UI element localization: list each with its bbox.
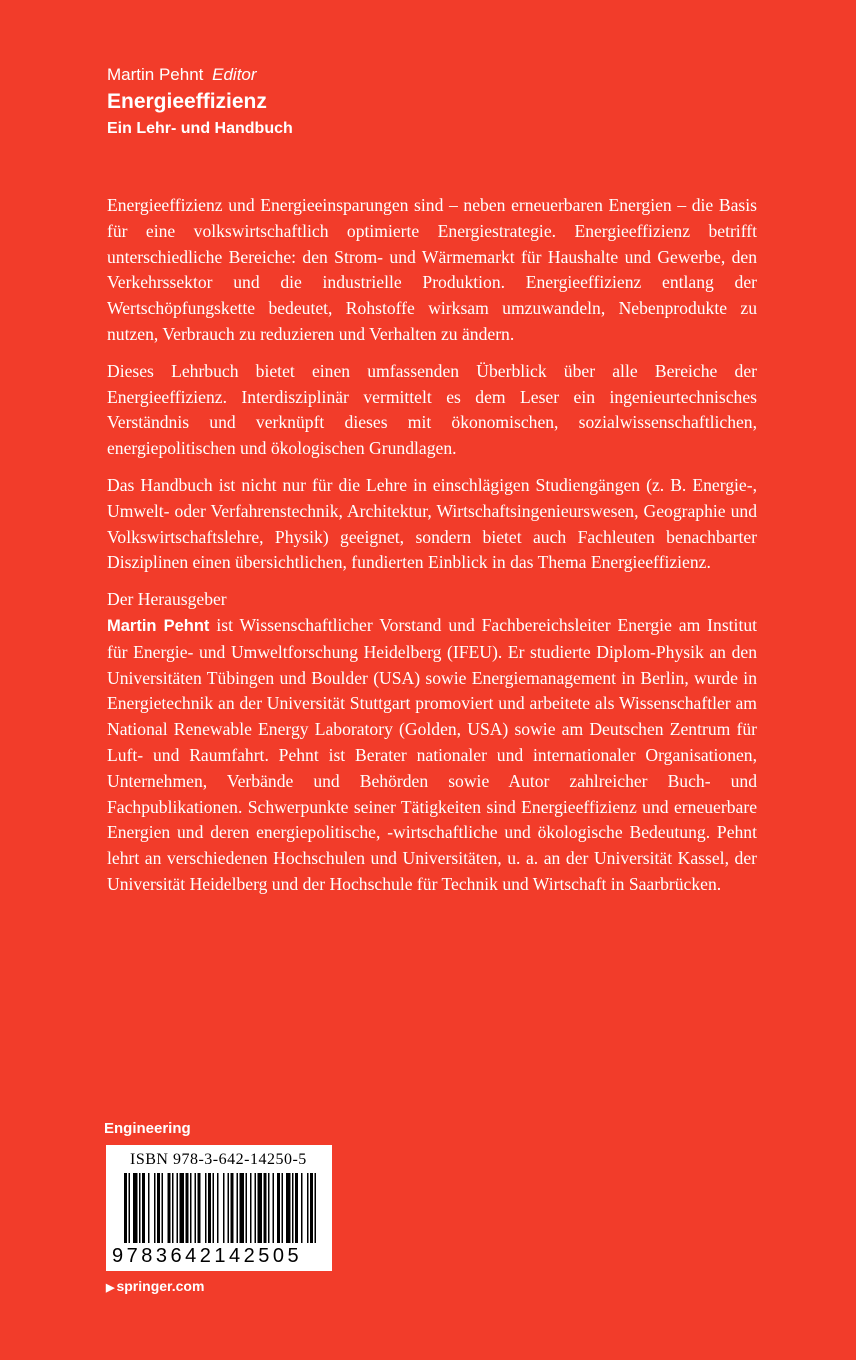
barcode-bar	[198, 1173, 201, 1243]
barcode-bar	[208, 1173, 211, 1243]
editor-bio-paragraph	[107, 613, 757, 898]
barcode-bar	[237, 1173, 239, 1243]
publisher-website[interactable]	[106, 1278, 204, 1294]
barcode-bar	[223, 1173, 225, 1243]
barcode-bar	[139, 1173, 141, 1243]
editor-bio: ist Wissenschaftlicher Vorstand und Fachbereichsleiter Energie am Institut für Energie- und Umweltforschung Heidelberg (IFEU). Er studierte Diplom-Physik an den Universitäten Tübingen und Boulder (USA) sowie Energiemanagement in Berlin, wurde in Energietechnik an der Universität Stuttgart promoviert und arbeitete als Wissenschaftler am National Renewable Energy Laboratory (Golden, USA) sowie am Deutschen Zentrum für Luft- und Raumfahrt. Pehnt ist Berater nationaler und internationaler Organisationen, Unternehmen, Verbände und Behörden sowie Autor zahlreicher Buch- und Fachpublikationen. Schwerpunkte seiner Tätigkeiten sind Energieeffizienz und erneuerbare Energien und deren energiepolitische, -wirtschaftliche und ökologische Bedeutung. Pehnt lehrt an verschiedenen Hochschulen und Universitäten, u. a. an der Universität Kassel, der Universität Heidelberg und der Hochschule für Technik und Wirtschaft in Saarbrücken.	[107, 614, 758, 894]
barcode-bar	[190, 1173, 192, 1243]
isbn-label: ISBN 978-3-642-14250-5	[130, 1151, 307, 1168]
blurb-paragraph-1: Energieeffizienz und Energieeinsparungen sind – neben erneuerbaren Energien – die Basis für eine volkswirtschaftlich optimierte Energiestrategie. Energieeffizienz betrifft unterschiedliche Bereiche: den Strom- und Wärmemarkt für Haushalte und Gewerbe, den Verkehrssektor und die industrielle Produktion. Energieeffizienz entlang der Wertschöpfungskette bedeutet, Rohstoffe wirksam umzuwandeln, Nebenprodukte zu nutzen, Verbrauch zu reduzieren und Verhalten zu ändern.	[107, 195, 757, 344]
barcode-bar	[154, 1173, 156, 1243]
barcode-bar	[172, 1173, 174, 1243]
barcode-bar	[186, 1173, 189, 1243]
arrow-right-icon: ▶	[106, 1282, 115, 1294]
barcode-bar	[264, 1173, 267, 1243]
book-title: Energieeffizienz	[107, 90, 267, 113]
author-line	[107, 64, 293, 86]
barcode-bar	[157, 1173, 160, 1243]
barcode-bar	[133, 1173, 138, 1243]
blurb	[107, 193, 757, 909]
editor-heading: Der Herausgeber	[107, 589, 227, 610]
author-name: Martin Pehnt	[107, 65, 204, 84]
barcode-bar	[307, 1173, 309, 1243]
barcode-bar	[282, 1173, 284, 1243]
barcode-bar	[246, 1173, 248, 1243]
barcode-bar	[295, 1173, 298, 1243]
barcode-bar	[315, 1173, 317, 1243]
book-subtitle: Ein Lehr- und Handbuch	[107, 120, 293, 137]
barcode-bar	[217, 1173, 219, 1243]
barcode-bar	[124, 1173, 127, 1243]
barcode-bar	[213, 1173, 215, 1243]
barcode-bar	[205, 1173, 207, 1243]
barcode-digits: 9783642142505	[112, 1245, 303, 1267]
barcode-bar	[277, 1173, 280, 1243]
barcode-bar	[195, 1173, 197, 1243]
barcode-bar	[162, 1173, 164, 1243]
editor-name: Martin Pehnt	[107, 616, 210, 635]
barcode-bar	[258, 1173, 263, 1243]
barcode-bar	[273, 1173, 275, 1243]
barcode-bar	[268, 1173, 270, 1243]
website-text: springer.com	[116, 1278, 205, 1294]
blurb-paragraph-2: Dieses Lehrbuch bietet einen umfassenden Überblick über alle Bereiche der Energieeffizienz. Interdisziplinär vermittelt es dem Leser ein ingenieurtechnisches Verständnis und verknüpft dieses mit ökonomischen, sozialwissenschaftlichen, energiepolitischen und ökologischen Grundlagen.	[107, 360, 757, 459]
barcode-bar	[228, 1173, 230, 1243]
blurb-paragraph-3: Das Handbuch ist nicht nur für die Lehre in einschlägigen Studiengängen (z. B. Energie-, Umwelt- oder Verfahrenstechnik, Architektur, Wirtschaftsingenieurswesen, Geographie und Volkswirtschaftslehre, Physik) geeignet, sondern bietet auch Fachleuten benachbarter Disziplinen einen übersichtlichen, fundierten Einblick in das Thema Energieeffizienz.	[107, 474, 757, 573]
cover-header	[107, 64, 293, 140]
barcode-bar	[177, 1173, 179, 1243]
barcode-bar	[286, 1173, 291, 1243]
barcode-bar	[148, 1173, 150, 1243]
barcode-bar	[301, 1173, 303, 1243]
barcode-bar	[180, 1173, 185, 1243]
barcode-bar	[231, 1173, 234, 1243]
barcode-bar	[240, 1173, 245, 1243]
author-role: Editor	[212, 65, 257, 84]
barcode-bar	[310, 1173, 313, 1243]
barcode-bar	[292, 1173, 294, 1243]
barcode-bar	[142, 1173, 145, 1243]
barcode-bar	[250, 1173, 252, 1243]
category-label: Engineering	[104, 1120, 191, 1137]
barcode-bar	[129, 1173, 131, 1243]
barcode-box	[106, 1145, 332, 1271]
barcode-bar	[168, 1173, 171, 1243]
barcode-bar	[255, 1173, 257, 1243]
